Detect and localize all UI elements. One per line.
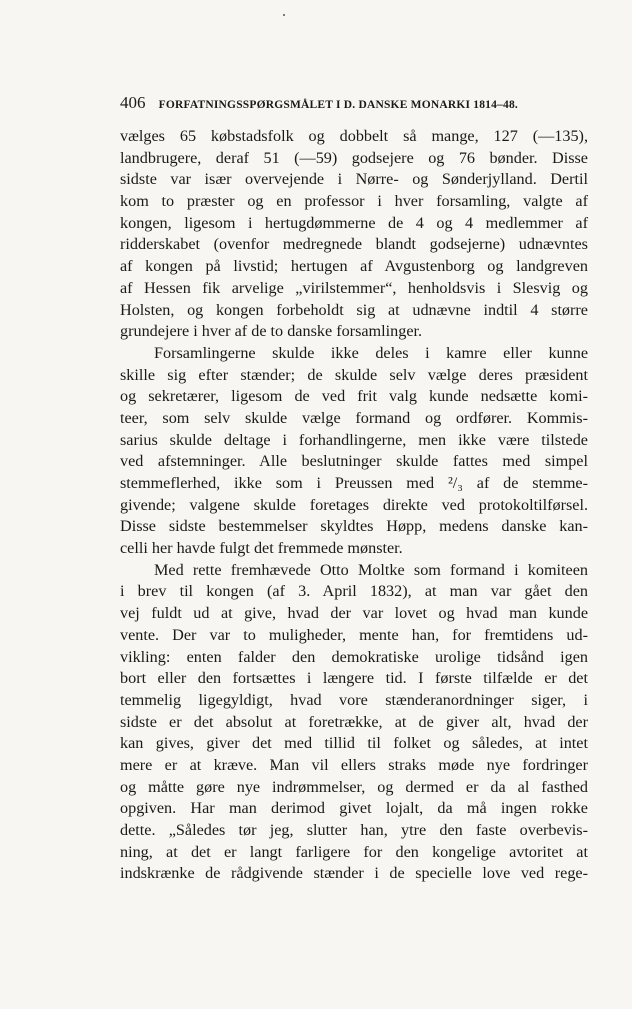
text-line: ved afstemninger. Alle beslutninger skulde fattes med simpel bbox=[120, 452, 588, 471]
text-line: sidste er det absolut at foretrække, at de giver alt, hvad der bbox=[120, 712, 588, 731]
text-line: og måtte gøre nye indrømmelser, og dermed er da al fasthed bbox=[120, 777, 588, 796]
text-line: Med rette fremhævede Otto Moltke som formand i komiteen bbox=[154, 560, 588, 579]
text-line: kan gives, giver det med tillid til folket og således, at intet bbox=[120, 734, 588, 753]
text-line: kom to præster og en professor i hver forsamling, valgte af bbox=[120, 192, 588, 211]
text-line: grundejere i hver af de to danske forsamlinger. bbox=[120, 322, 423, 341]
text-line: teer, som selv skulde vælge formand og ordfører. Kommis- bbox=[120, 408, 588, 427]
text-line: indskrænke de rådgivende stænder i de specielle love ved rege- bbox=[120, 864, 588, 883]
text-line: landbrugere, deraf 51 (—59) godsejere og 76 bønder. Disse bbox=[120, 148, 588, 167]
text-line: opgiven. Har man derimod givet lojalt, da må ingen rokke bbox=[120, 799, 588, 818]
scan-speck bbox=[283, 14, 285, 16]
text-line: og sekretærer, ligesom de ved frit valg kunde nedsætte komi- bbox=[120, 387, 588, 406]
text-line: mere er at kræve. Man vil ellers straks møde nye fordringer bbox=[120, 755, 588, 774]
text-line: Forsamlingerne skulde ikke deles i kamre eller kunne bbox=[154, 343, 588, 362]
body-text bbox=[120, 126, 588, 885]
running-title: FORFATNINGSSPØRGSMÅLET I D. DANSKE MONARKI 1814–48. bbox=[158, 99, 518, 111]
text-line: ridderskabet (ovenfor medregnede blandt godsejerne) udnævntes bbox=[120, 235, 588, 254]
text-line: vej fuldt ud at give, hvad der var lovet og hvad man kunde bbox=[120, 604, 588, 623]
text-line: af kongen på livstid; hertugen af Avgustenborg og landgreven bbox=[120, 257, 588, 276]
text-line: kongen, ligesom i hertugdømmerne de 4 og 4 medlemmer af bbox=[120, 213, 588, 232]
text-line: Disse sidste bestemmelser skyldtes Høpp, medens danske kan- bbox=[120, 517, 588, 536]
text-line: temmelig ligegyldigt, hvad vore stænderanordninger siger, i bbox=[120, 690, 588, 709]
text-line: vikling: enten falder den demokratiske urolige tidsånd igen bbox=[120, 647, 588, 666]
text-line: af Hessen fik arvelige „virilstemmer“, henholdsvis i Slesvig og bbox=[120, 278, 588, 297]
page-number: 406 bbox=[120, 93, 146, 112]
text-line: vente. Der var to muligheder, mente han, for fremtidens ud- bbox=[120, 625, 588, 644]
text-line: ning, at det er langt farligere for den kongelige avtoritet at bbox=[120, 842, 588, 861]
text-line: dette. „Således tør jeg, slutter han, ytre den faste overbevis- bbox=[120, 821, 588, 839]
text-line: celli her havde fulgt det fremmede mønster. bbox=[120, 539, 403, 558]
text-line: stemmeflerhed, ikke som i Preussen med ²/₃ af de stemme- bbox=[120, 474, 588, 492]
text-line: vælges 65 købstadsfolk og dobbelt så mange, 127 (—135), bbox=[120, 127, 588, 145]
text-line: givende; valgene skulde foretages direkte ved protokoltilførsel. bbox=[120, 495, 588, 514]
running-head bbox=[120, 93, 590, 113]
text-line: sarius skulde deltage i forhandlingerne, men ikke være tilstede bbox=[120, 430, 588, 449]
text-line: i brev til kongen (af 3. April 1832), at man var gået den bbox=[120, 582, 588, 601]
text-line: sidste var især overvejende i Nørre- og Sønderjylland. Dertil bbox=[120, 170, 588, 189]
text-line: Holsten, og kongen forbeholdt sig at udnævne indtil 4 større bbox=[120, 300, 588, 319]
text-line: skille sig efter stænder; de skulde selv vælge deres præsident bbox=[120, 365, 588, 384]
text-line: bort eller den fortsættes i længere tid. I første tilfælde er det bbox=[120, 669, 588, 688]
